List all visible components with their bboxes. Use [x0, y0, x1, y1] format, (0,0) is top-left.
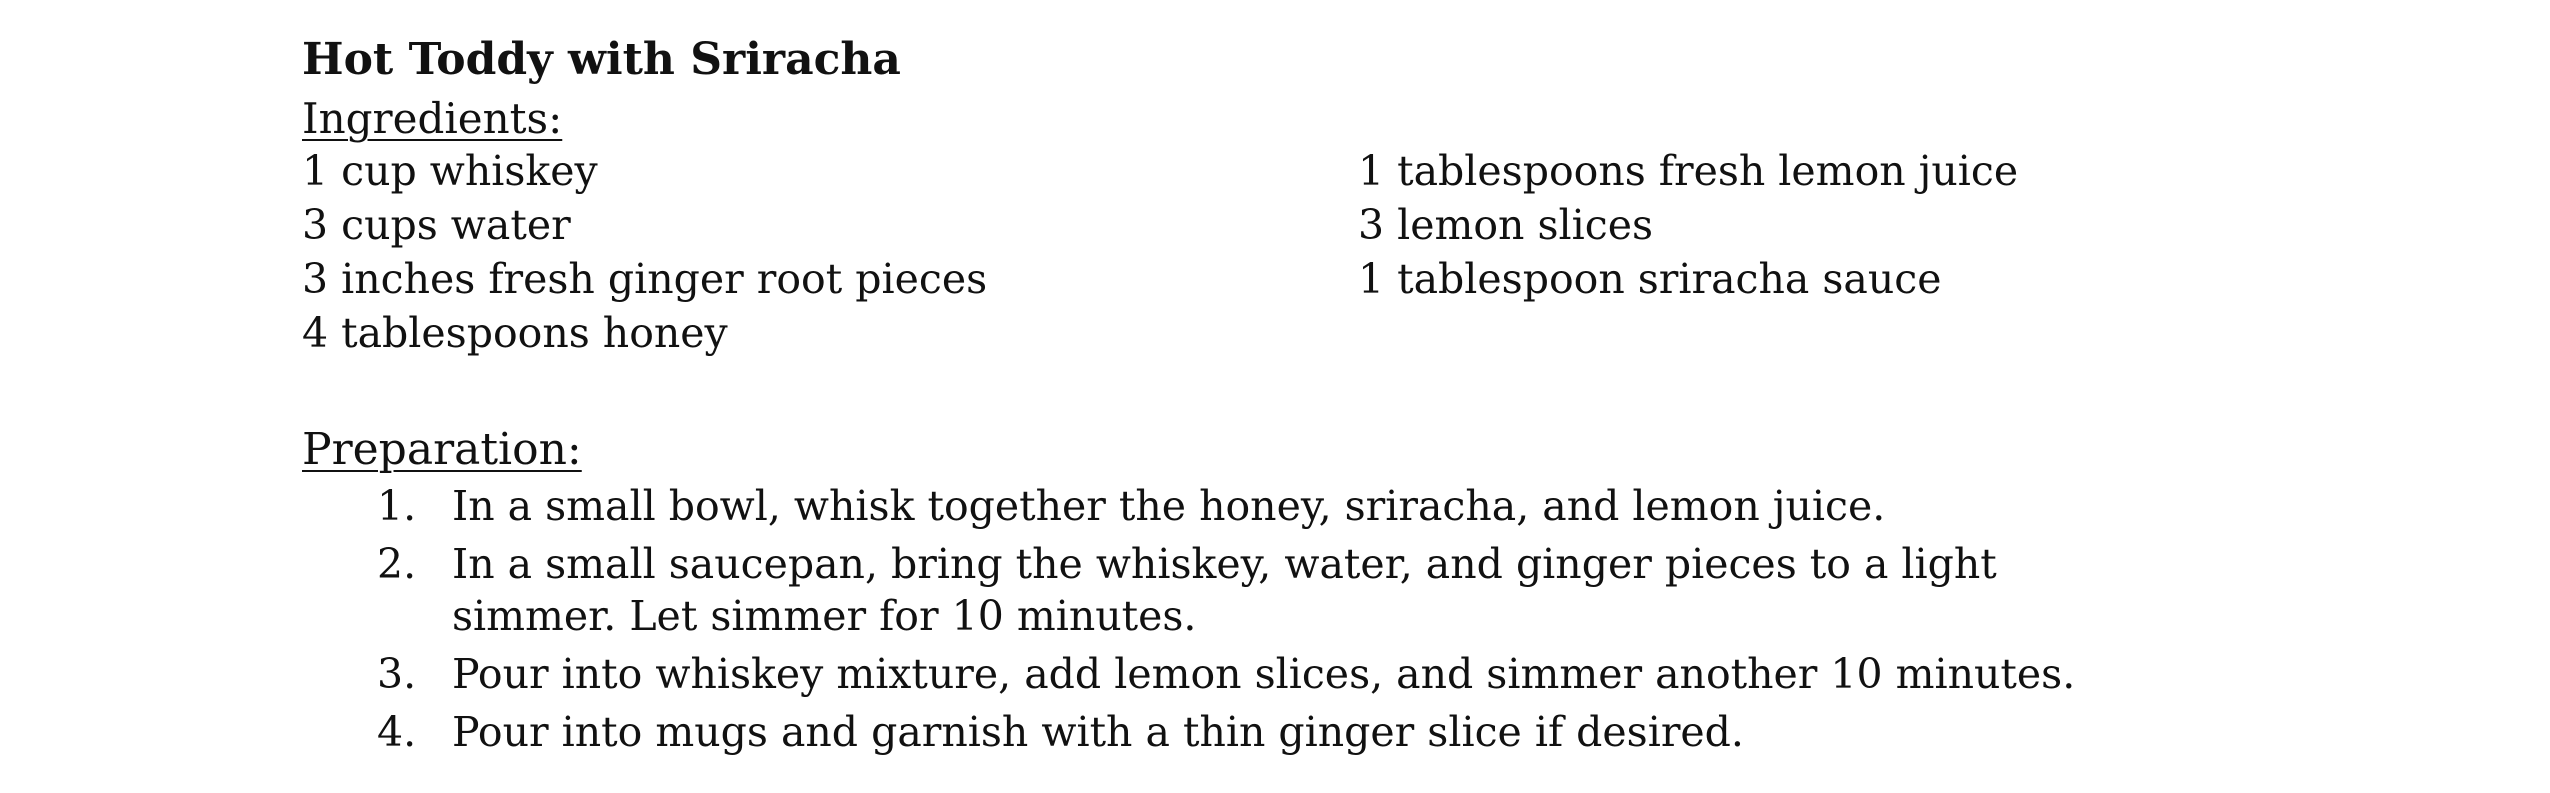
preparation-heading: Preparation:	[302, 424, 582, 475]
step-number: 2.	[377, 540, 417, 588]
step-number: 1.	[377, 482, 417, 530]
ingredients-list-right	[1358, 144, 2018, 306]
preparation-step	[302, 706, 2202, 758]
ingredient-item: 3 lemon slices	[1358, 201, 1654, 249]
preparation-step	[302, 480, 2202, 532]
step-number: 3.	[377, 650, 417, 698]
step-number: 4.	[377, 708, 417, 756]
step-text: In a small bowl, whisk together the honey, sriracha, and lemon juice.	[452, 482, 1886, 530]
preparation-step	[302, 648, 2202, 700]
ingredient-item: 1 tablespoons fresh lemon juice	[1358, 147, 2019, 195]
step-text: Pour into mugs and garnish with a thin ginger slice if desired.	[452, 708, 1744, 756]
ingredients-heading: Ingredients:	[302, 94, 563, 143]
step-text: Pour into whiskey mixture, add lemon slices, and simmer another 10 minutes.	[452, 650, 2076, 698]
ingredients-list-left	[302, 144, 987, 360]
ingredient-item: 4 tablespoons honey	[302, 309, 728, 357]
ingredient-item: 1 tablespoon sriracha sauce	[1358, 255, 1942, 303]
ingredient-item: 1 cup whiskey	[302, 147, 598, 195]
recipe-title: Hot Toddy with Sriracha	[302, 34, 901, 85]
preparation-steps	[302, 480, 2202, 764]
preparation-step	[302, 538, 2202, 642]
ingredient-item: 3 cups water	[302, 201, 571, 249]
ingredient-item: 3 inches fresh ginger root pieces	[302, 255, 988, 303]
step-text: In a small saucepan, bring the whiskey, water, and ginger pieces to a light simmer. Let simmer for 10 minutes.	[452, 540, 1997, 640]
